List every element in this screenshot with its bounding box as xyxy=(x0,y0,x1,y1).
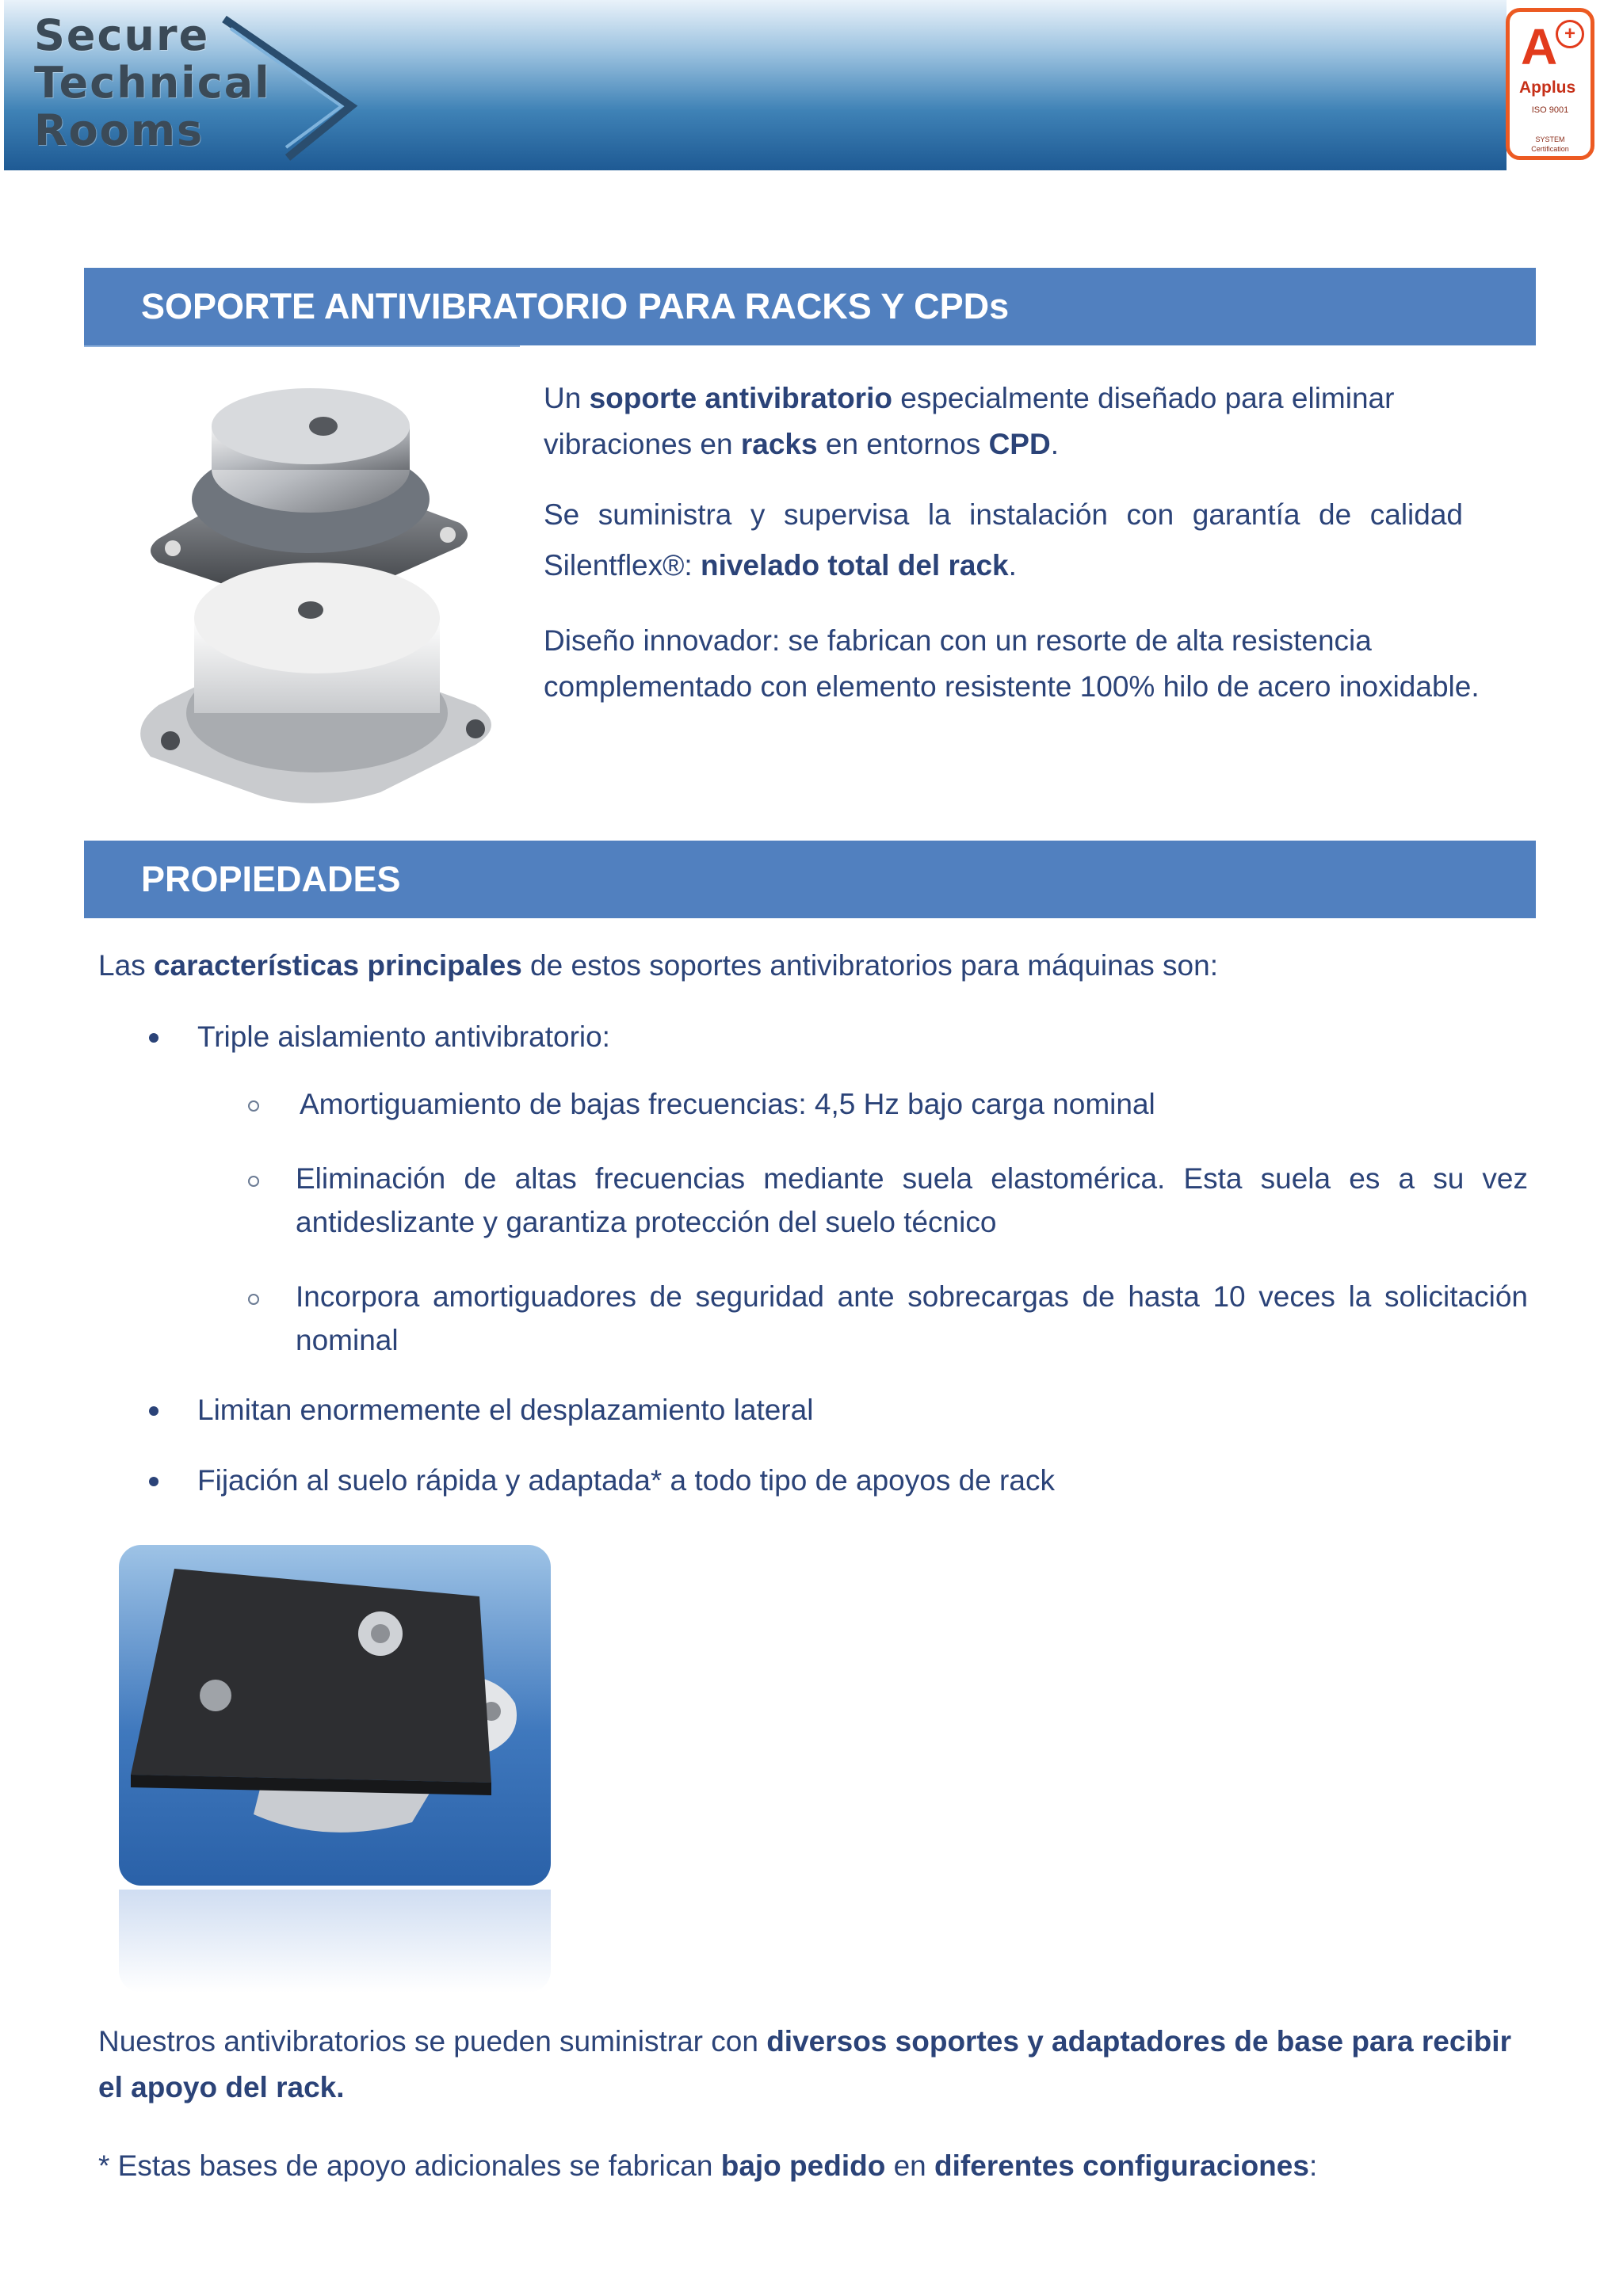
applus-certification-badge xyxy=(1506,8,1594,160)
text-run: Diseño innovador: se fabrican con un resorte de alta resistencia complementado con elemento resistente 100% hilo de acero inoxidable. xyxy=(544,624,1480,703)
section-heading-bar xyxy=(84,268,1536,345)
bold-text-run: soporte antivibratorio xyxy=(589,382,892,414)
property-overload-dampers: Incorpora amortiguadores de seguridad ante sobrecargas de hasta 10 veces la solicitación nominal xyxy=(296,1280,1528,1356)
text-run: en xyxy=(885,2149,935,2182)
sub-bullet-icon xyxy=(248,1100,259,1112)
cert-letter: A xyxy=(1521,18,1558,75)
bold-text-run: diferentes configuraciones xyxy=(934,2149,1309,2182)
text-run: . xyxy=(1050,428,1059,460)
text-run: Un xyxy=(544,382,590,414)
design-paragraph xyxy=(544,618,1534,710)
property-lateral-displacement: Limitan enormemente el desplazamiento lateral xyxy=(197,1394,814,1426)
logo-text-secure: Secure xyxy=(34,10,210,60)
secure-technical-rooms-logo[interactable] xyxy=(26,5,359,163)
cert-standard: ISO 9001 xyxy=(1531,105,1569,115)
header-banner xyxy=(4,0,1507,170)
property-high-frequency: Eliminación de altas frecuencias mediante suela elastomérica. Esta suela es a su vez antideslizante y garantiza protección del suelo técnico xyxy=(296,1162,1528,1238)
sub-bullet-icon xyxy=(248,1294,259,1305)
logo-text-technical: Technical xyxy=(34,58,271,108)
property-low-frequency: Amortiguamiento de bajas frecuencias: 4,5 Hz bajo carga nominal xyxy=(300,1088,1155,1120)
text-run: especialmente diseñado para eliminar vibraciones en xyxy=(544,382,1395,460)
bold-text-run: CPD xyxy=(988,428,1051,460)
logo-text-rooms: Rooms xyxy=(34,105,204,155)
bold-text-run: bajo pedido xyxy=(720,2149,886,2182)
text-run: de estos soportes antivibratorios para máquinas son: xyxy=(521,949,1218,982)
intro-paragraph xyxy=(544,376,1534,467)
adapters-paragraph xyxy=(98,2019,1525,2111)
section-title: SOPORTE ANTIVIBRATORIO PARA RACKS Y CPDs xyxy=(141,286,1010,326)
property-floor-fixing: Fijación al suelo rápida y adaptada* a todo tipo de apoyos de rack xyxy=(197,1464,1055,1497)
text-run: . xyxy=(1008,549,1017,582)
cert-system: SYSTEM xyxy=(1535,135,1565,143)
text-run: * Estas bases de apoyo adicionales se fabrican xyxy=(98,2149,721,2182)
text-run: Nuestros antivibratorios se pueden suministrar con xyxy=(98,2025,767,2058)
cert-brand: Applus xyxy=(1519,78,1576,97)
text-run: : xyxy=(1308,2149,1318,2182)
antivibration-mount-image xyxy=(127,364,523,840)
sub-bullet-icon xyxy=(248,1176,259,1187)
text-run: Las xyxy=(98,949,154,982)
bases-note-paragraph xyxy=(98,2143,1525,2189)
bullet-icon xyxy=(149,1406,158,1416)
photo-reflection xyxy=(119,1890,551,1993)
bullet-icon xyxy=(149,1033,158,1043)
cert-certification: Certification xyxy=(1531,145,1569,153)
bullet-icon xyxy=(149,1477,158,1486)
bold-text-run: diversos soportes y adaptadores de base para recibir el apoyo del rack. xyxy=(98,2025,1511,2103)
rack-base-adapter-photo xyxy=(119,1545,551,1886)
bold-text-run: características principales xyxy=(153,949,522,982)
property-triple-isolation: Triple aislamiento antivibratorio: xyxy=(197,1020,610,1053)
text-run: en entornos xyxy=(817,428,989,460)
cert-plus-icon: + xyxy=(1556,20,1584,48)
properties-heading-bar xyxy=(84,841,1536,918)
bold-text-run: nivelado total del rack xyxy=(700,549,1009,582)
properties-intro xyxy=(98,943,1533,989)
rack-base-adapter-image xyxy=(119,1545,551,1886)
bold-text-run: racks xyxy=(740,428,818,460)
installation-paragraph xyxy=(544,490,1463,591)
properties-title: PROPIEDADES xyxy=(141,859,401,899)
text-run: Se suministra y supervisa la instalación con garantía de calidad Silentflex®: xyxy=(544,498,1463,582)
